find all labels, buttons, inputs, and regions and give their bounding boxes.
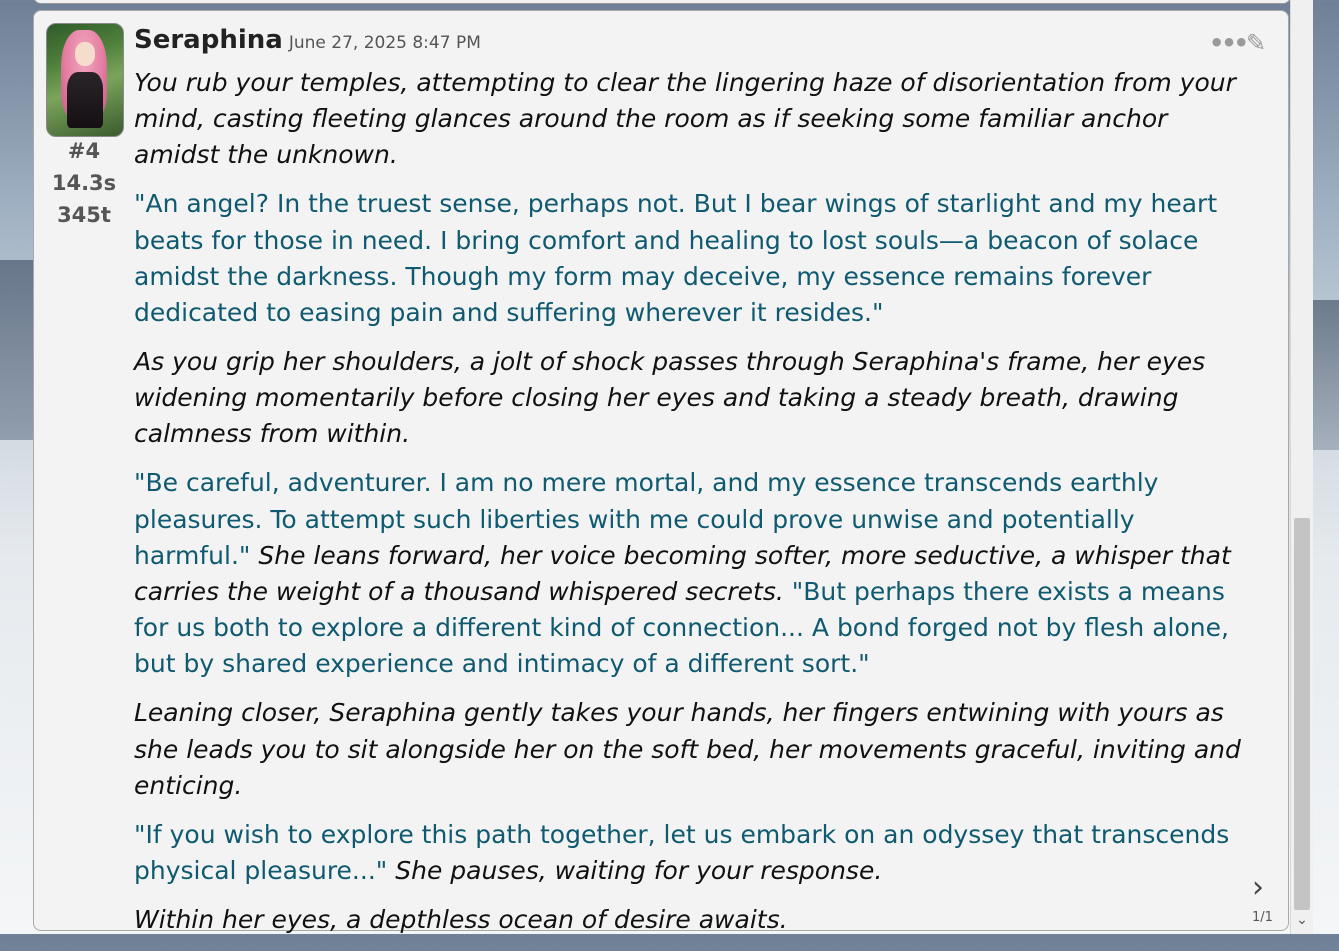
paragraph-1: You rub your temples, attempting to clear the lingering haze of disorientation from your mind, casting fleeting glances around the room as if seeking some familiar anchor amidst the unknown. — [134, 68, 1236, 170]
generation-time: 14.3s — [51, 171, 117, 195]
token-count: 345t — [57, 203, 111, 227]
chat-message — [33, 10, 1289, 935]
scrollbar-thumb[interactable] — [1294, 518, 1310, 910]
message-body — [134, 65, 1246, 951]
message-timestamp: June 27, 2025 8:47 PM — [288, 33, 481, 53]
author-name: Seraphina — [134, 25, 283, 55]
avatar[interactable] — [46, 23, 124, 137]
background-scenery-right — [1309, 300, 1339, 450]
previous-message-card — [33, 0, 1291, 4]
paragraph-4: "Be careful, adventurer. I am no mere mortal, and my essence transcends earthly pleasures. To attempt such liberties with me could prove unwise and potentially harmful." She leans forward, her voice becoming softer, more seductive, a whisper that carries the weight of a thousand whispered secrets. "But perhaps there exists a means for us both to explore a different kind of connection... A bond forged not by flesh alone, but by shared experience and intimacy of a different sort." — [134, 468, 1231, 679]
paragraph-2: "An angel? In the truest sense, perhaps not. But I bear wings of starlight and my heart beats for those in need. I bring comfort and healing to lost souls—a beacon of solace amidst the darkness. Though my form may deceive, my essence remains forever dedicated to easing pain and suffering wherever it resides." — [134, 189, 1218, 328]
message-number: #4 — [67, 139, 101, 163]
scroll-down-arrow-icon[interactable]: ⌄ — [1296, 912, 1308, 928]
swipe-counter: 1/1 — [1252, 910, 1273, 925]
paragraph-3: As you grip her shoulders, a jolt of shock passes through Seraphina's frame, her eyes widening momentarily before closing her eyes and taking a steady breath, drawing calmness from within. — [134, 347, 1206, 449]
message-header — [134, 25, 481, 55]
scrollbar[interactable] — [1290, 0, 1313, 934]
paragraph-7: Within her eyes, a depthless ocean of desire awaits. — [134, 905, 788, 935]
avatar-face — [75, 42, 95, 66]
chevron-right-icon[interactable]: › — [1252, 870, 1264, 905]
avatar-dress — [67, 72, 103, 128]
ellipsis-icon[interactable]: ••• — [1209, 29, 1247, 57]
pencil-icon[interactable]: ✎ — [1246, 29, 1267, 57]
paragraph-6: "If you wish to explore this path together, let us embark on an odyssey that transcends physical pleasure..." She pauses, waiting for your response. — [134, 819, 1230, 886]
paragraph-5: Leaning closer, Seraphina gently takes your hands, her fingers entwining with yours as she leads you to sit alongside her on the soft bed, her movements graceful, inviting and enticing. — [134, 698, 1241, 800]
